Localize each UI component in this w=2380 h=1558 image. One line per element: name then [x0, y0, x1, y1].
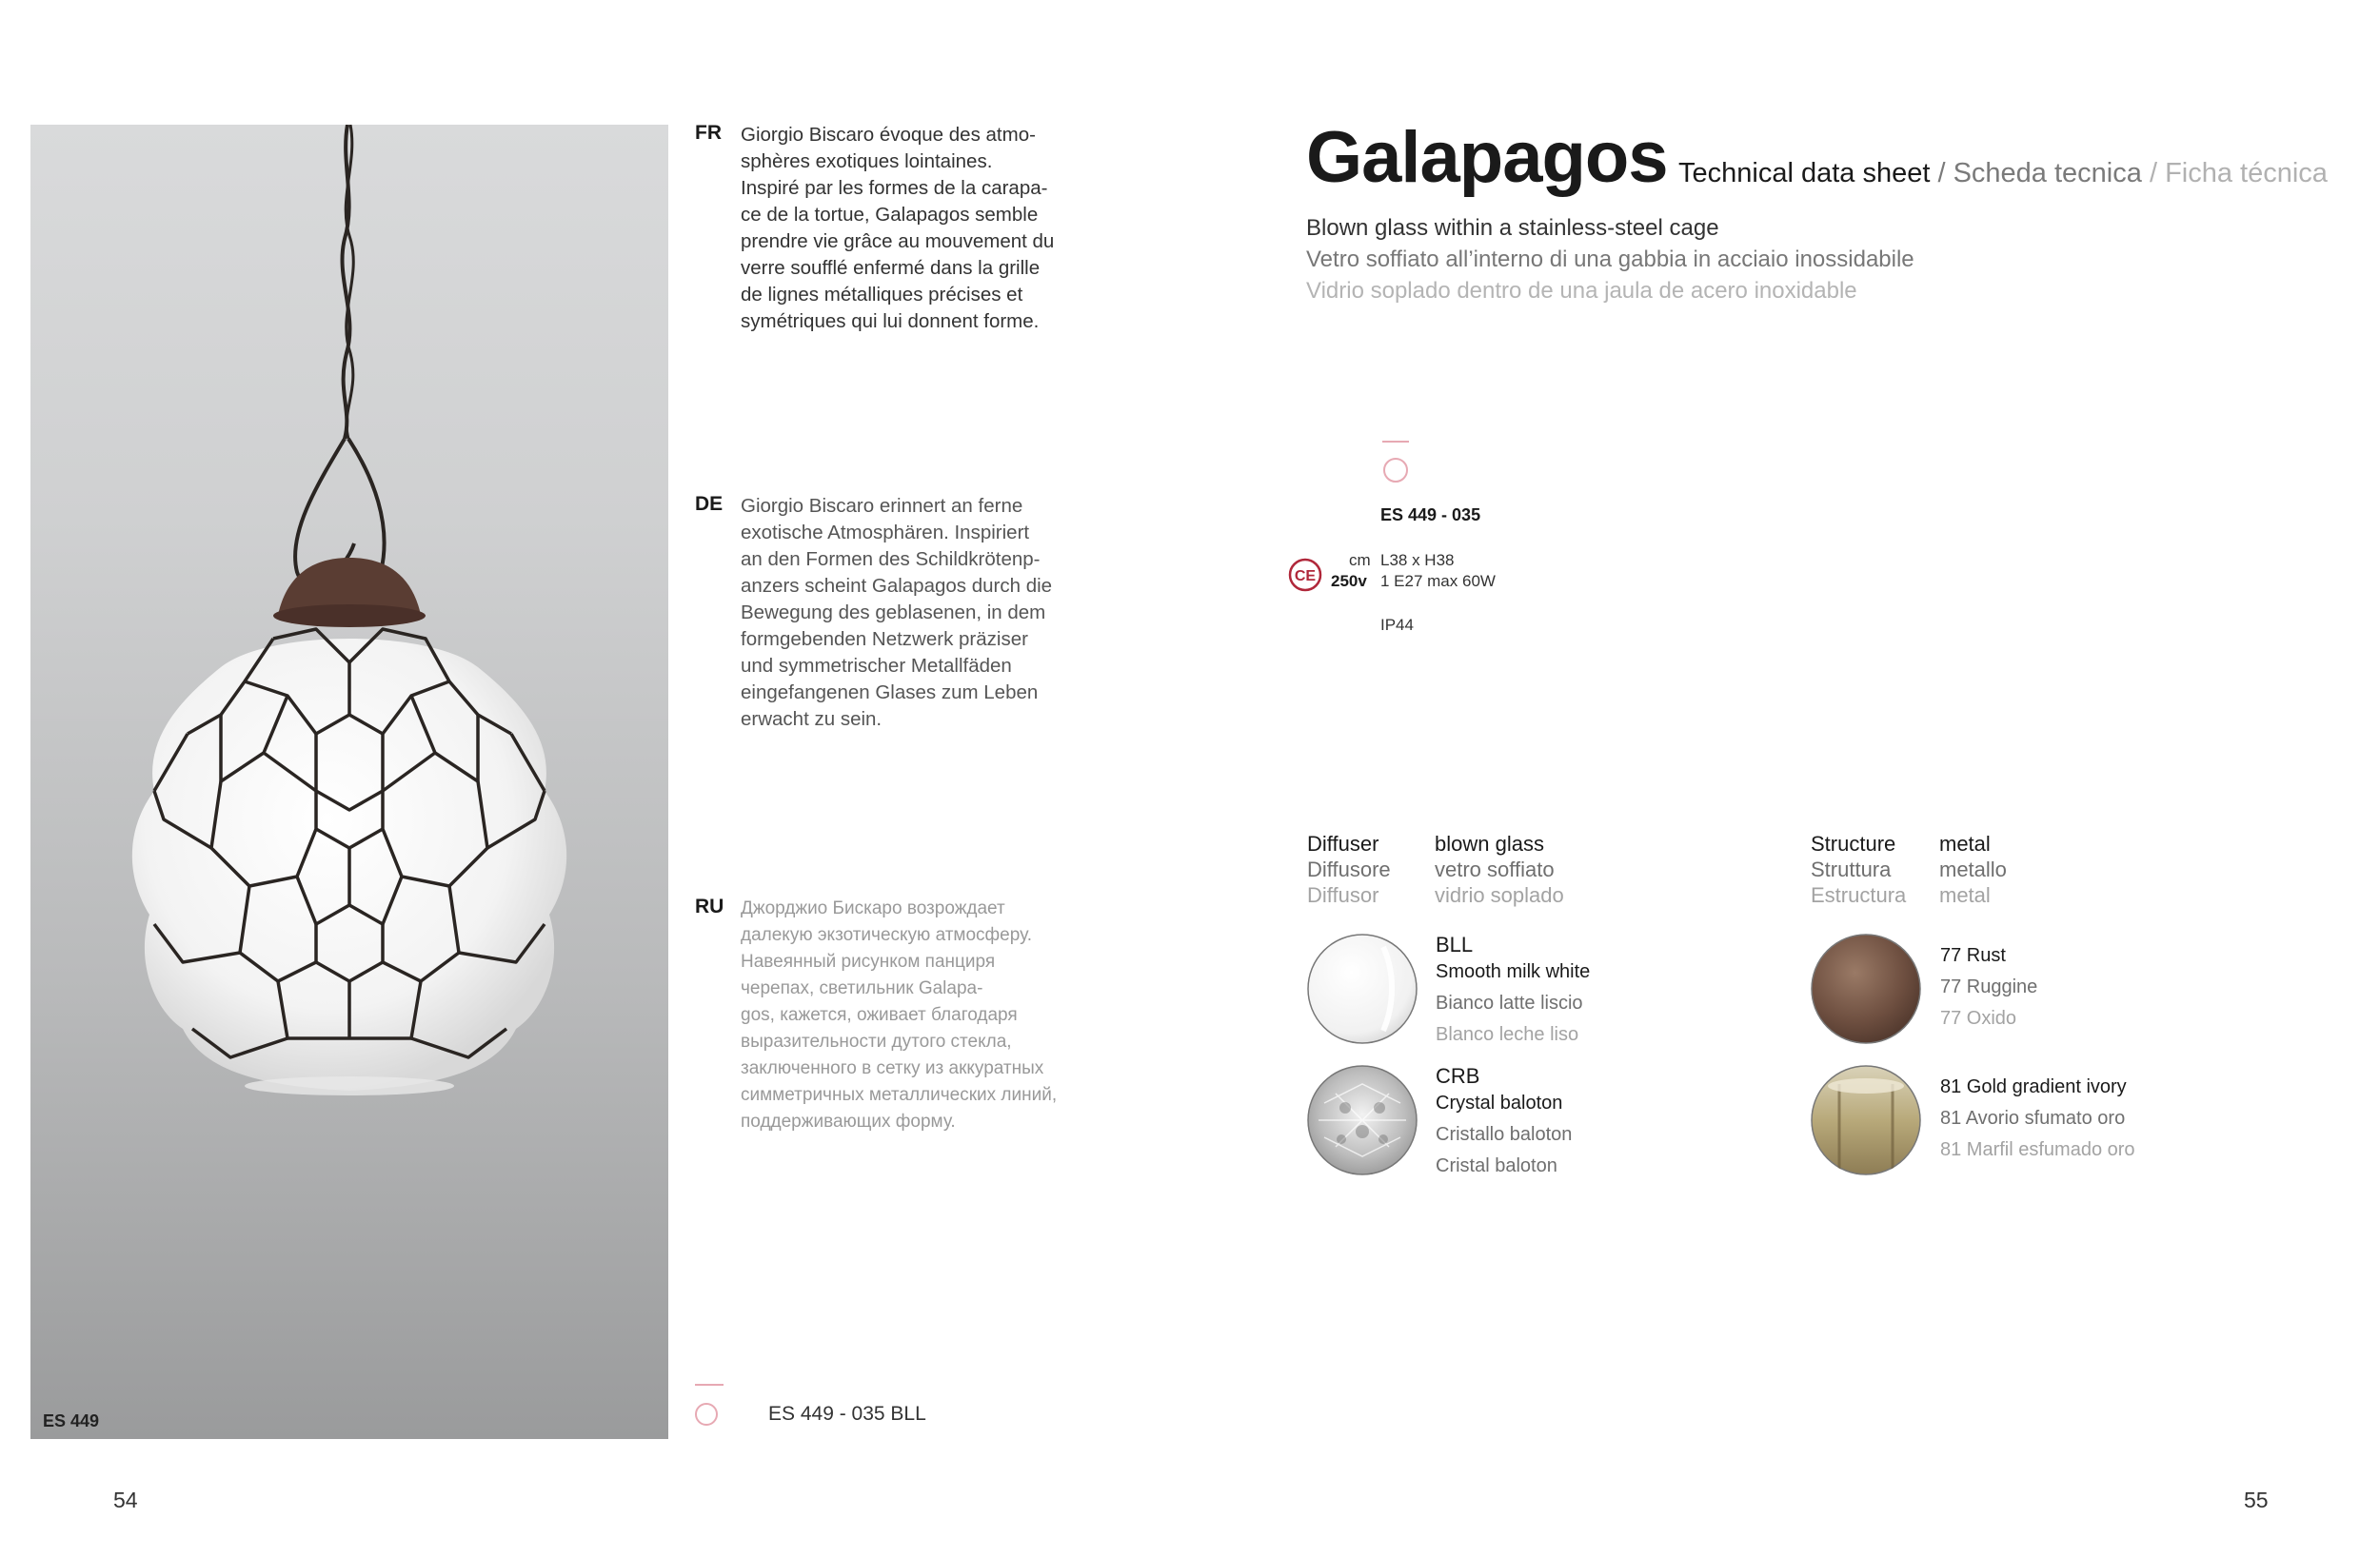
- pendant-lamp-illustration: [30, 125, 668, 1439]
- subtitle-en: Technical data sheet: [1678, 158, 1931, 188]
- option-name-es: Cristal baloton: [1436, 1155, 1557, 1176]
- diffuser-value-en: blown glass: [1435, 832, 1544, 856]
- option-name-en: Crystal baloton: [1436, 1093, 1563, 1114]
- option-name-es: 77 Oxido: [1940, 1008, 2017, 1029]
- swatch-rust: [1811, 934, 1921, 1044]
- ce-mark-text: CE: [1294, 568, 1317, 584]
- subtitle-separator: /: [1930, 158, 1954, 188]
- ceiling-mount-icon: [1383, 458, 1408, 483]
- structure-values: [1939, 831, 2007, 908]
- swatch-crystal-baloton: [1307, 1065, 1418, 1175]
- subtitle-es: Ficha técnica: [2165, 158, 2328, 188]
- diffuser-label-it: Diffusore: [1307, 858, 1391, 881]
- subtitle-it: Scheda tecnica: [1953, 158, 2142, 188]
- option-name-es: 81 Marfil esfumado oro: [1940, 1139, 2135, 1160]
- description-fr: Giorgio Biscaro évoque des atmo- sphères exotiques lointaines. Inspiré par les formes de la carapa- ce de la tortue, Galapagos semble prendre vie grâce au mouvement du verre soufflé enfermé dans la grille de lignes métalliques précises et symétriques qui lui donnent forme.: [741, 124, 1055, 332]
- option-name-it: Cristallo baloton: [1436, 1124, 1573, 1145]
- option-code: BLL: [1436, 933, 1474, 956]
- ip-rating: IP44: [1380, 616, 1414, 634]
- option-name-it: 77 Ruggine: [1940, 976, 2038, 997]
- page-subtitle: [1678, 158, 2328, 189]
- tech-product-code: ES 449 - 035: [1380, 505, 1481, 524]
- page-number-left: 54: [113, 1488, 138, 1512]
- description-de: Giorgio Biscaro erinnert an ferne exotische Atmosphären. Inspiriert an den Formen des Schildkrötenp- anzers scheint Galapagos durch die Bewegung des geblasenen, in dem formgebenden Netzwerk präziser und symmetrischer Metallfäden eingefangenen Glases zum Leben erwacht zu sein.: [741, 495, 1053, 730]
- ce-mark-icon: [1288, 558, 1322, 597]
- diffuser-label-en: Diffuser: [1307, 832, 1379, 856]
- option-code: CRB: [1436, 1064, 1480, 1088]
- accent-dash: [695, 1384, 724, 1386]
- structure-value-it: metallo: [1939, 858, 2007, 881]
- swatch-gold-gradient-ivory: [1811, 1065, 1921, 1175]
- product-desc-es: Vidrio soplado dentro de una jaula de acero inoxidable: [1306, 278, 1857, 304]
- product-desc-en: Blown glass within a stainless-steel cage: [1306, 215, 1719, 241]
- structure-label-es: Estructura: [1811, 883, 1907, 907]
- structure-labels: [1811, 831, 1906, 908]
- option-rust: [1940, 945, 2037, 1030]
- option-crb: [1436, 1064, 1572, 1177]
- lang-code-de: DE: [695, 493, 724, 515]
- structure-value-es: metal: [1939, 883, 1991, 907]
- product-title: Galapagos: [1306, 117, 1668, 198]
- voltage-label: 250v: [1331, 572, 1367, 590]
- photo-caption: ES 449: [43, 1411, 100, 1430]
- description-ru: Джорджио Бискаро возрождает далекую экзотическую атмосферу. Навеянный рисунком панциря черепах, светильник Galapa- gos, кажется, оживает благодаря выразительности дутого стекла, заключенного в сетку из аккуратных симметричных металлических линий, поддерживающих форму.: [741, 898, 1058, 1132]
- diffuser-values: [1435, 831, 1564, 908]
- unit-label: cm: [1349, 551, 1371, 569]
- ceiling-mount-icon: [695, 1403, 718, 1426]
- option-bll: [1436, 933, 1590, 1046]
- option-name-es: Blanco leche liso: [1436, 1024, 1579, 1045]
- lamp-spec: 1 E27 max 60W: [1380, 572, 1496, 590]
- accent-dash: [1382, 441, 1409, 443]
- product-photo: [30, 125, 668, 1439]
- lang-code-ru: RU: [695, 896, 724, 917]
- structure-label-en: Structure: [1811, 832, 1896, 856]
- option-name-en: 77 Rust: [1940, 945, 2006, 966]
- structure-value-en: metal: [1939, 832, 1991, 856]
- subtitle-separator: /: [2141, 158, 2166, 188]
- option-name-it: Bianco latte liscio: [1436, 993, 1583, 1014]
- option-gold-ivory: [1940, 1076, 2135, 1161]
- option-name-en: 81 Gold gradient ivory: [1940, 1076, 2127, 1097]
- diffuser-label-es: Diffusor: [1307, 883, 1379, 907]
- diffuser-labels: [1307, 831, 1391, 908]
- bottom-product-code: ES 449 - 035 BLL: [768, 1403, 926, 1425]
- option-name-en: Smooth milk white: [1436, 961, 1591, 982]
- diffuser-value-es: vidrio soplado: [1435, 883, 1564, 907]
- structure-label-it: Struttura: [1811, 858, 1892, 881]
- diffuser-value-it: vetro soffiato: [1435, 858, 1555, 881]
- lang-code-fr: FR: [695, 122, 722, 144]
- dimensions: L38 x H38: [1380, 551, 1455, 569]
- option-name-it: 81 Avorio sfumato oro: [1940, 1108, 2126, 1129]
- product-desc-it: Vetro soffiato all’interno di una gabbia in acciaio inossidabile: [1306, 247, 1914, 272]
- swatch-smooth-milk-white: [1307, 934, 1418, 1044]
- page-number-right: 55: [2244, 1488, 2269, 1512]
